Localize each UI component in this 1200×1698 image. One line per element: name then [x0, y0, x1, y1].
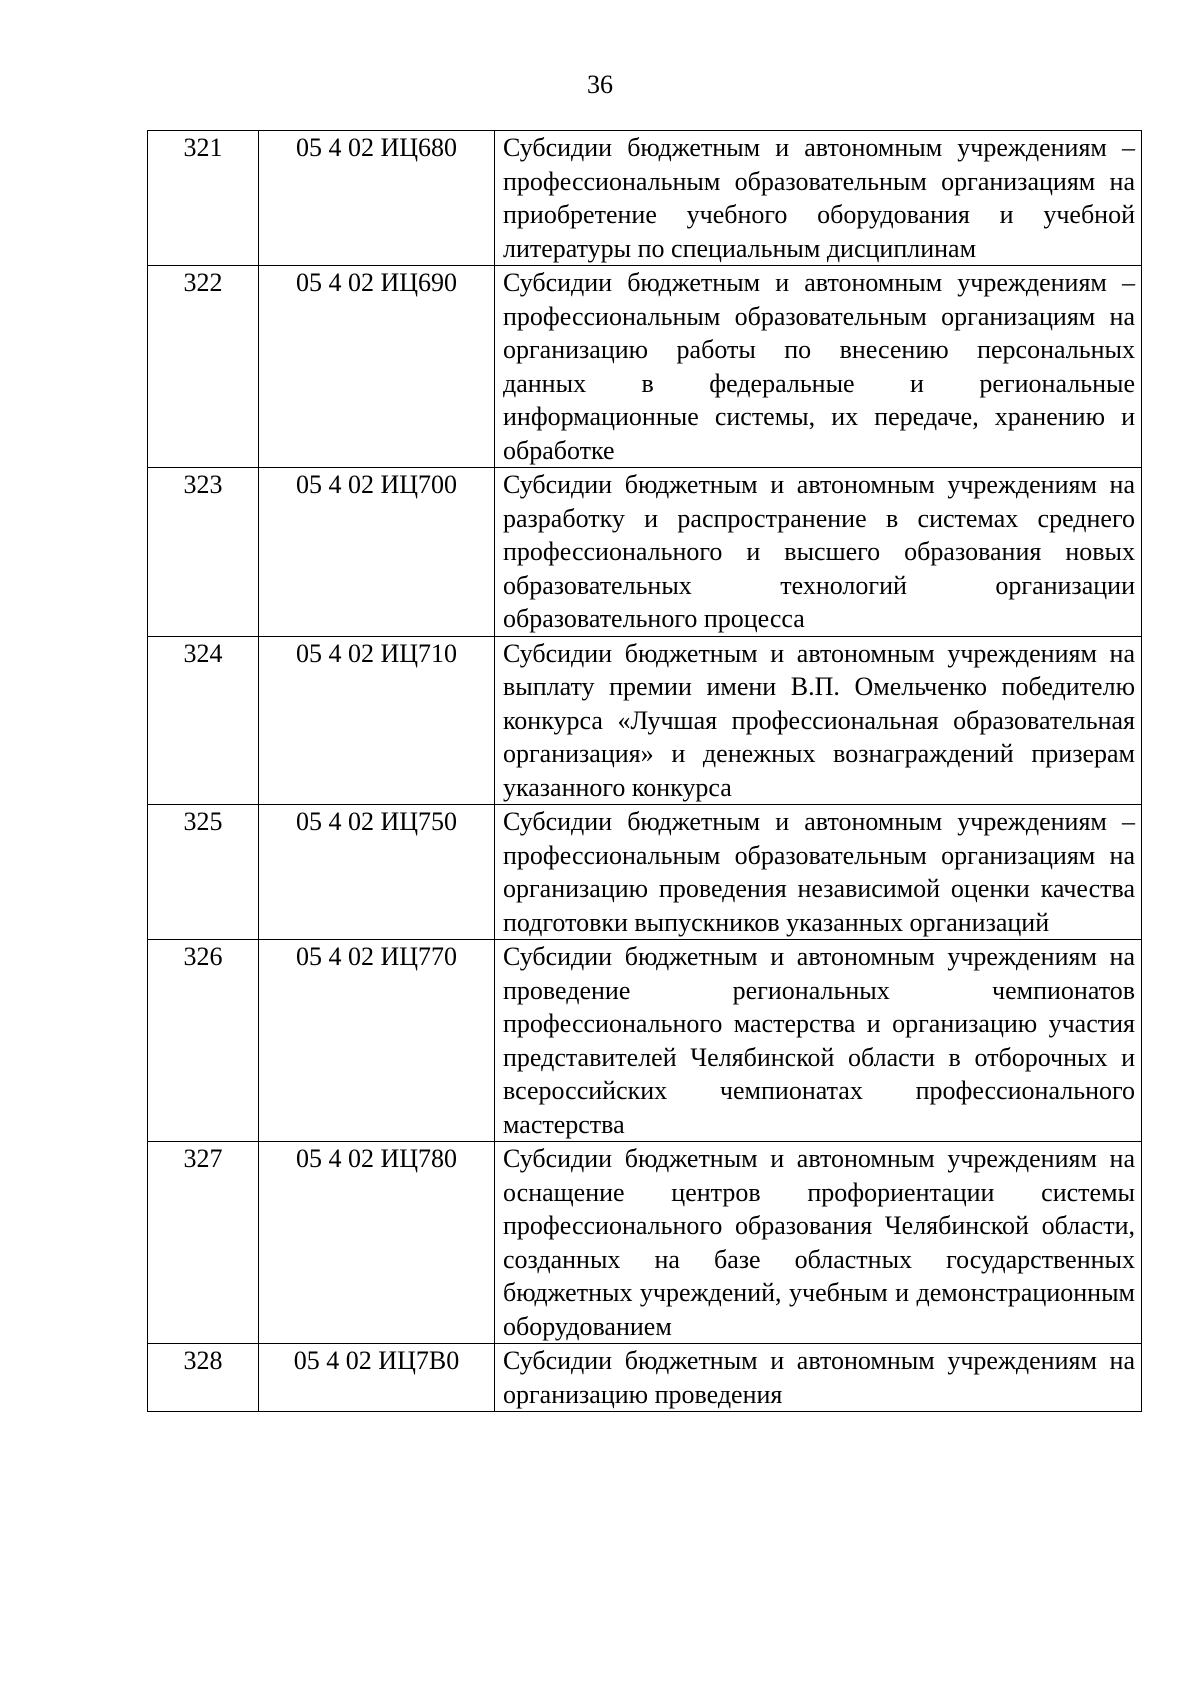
row-number: 323: [148, 468, 259, 637]
page-number: 36: [587, 70, 613, 99]
table-row: [148, 636, 1142, 805]
row-description: Субсидии бюджетным и автономным учреждениям – профессиональным образовательным организациям на организацию проведения независимой оценки качества подготовки выпускников указанных организаций: [495, 805, 1142, 940]
row-number: 326: [148, 940, 259, 1142]
row-number: 322: [148, 266, 259, 468]
row-number: 327: [148, 1142, 259, 1344]
table-row: [148, 1344, 1142, 1412]
table-row: [148, 468, 1142, 637]
row-description: Субсидии бюджетным и автономным учреждениям – профессиональным образовательным организациям на организацию работы по внесению персональных данных в федеральные и региональные информационные системы, их передаче, хранению и обработке: [495, 266, 1142, 468]
row-number: 324: [148, 636, 259, 805]
row-number: 328: [148, 1344, 259, 1412]
row-description: Субсидии бюджетным и автономным учреждениям на оснащение центров профориентации системы профессионального образования Челябинской области, созданных на базе областных государственных бюджетных учреждений, учебным и демонстрационным оборудованием: [495, 1142, 1142, 1344]
row-number: 325: [148, 805, 259, 940]
classification-code: 05 4 02 ИЦ750: [259, 805, 495, 940]
row-description-text: Субсидии бюджетным и автономным учреждениям на организацию проведения: [503, 1346, 1135, 1409]
classification-code: 05 4 02 ИЦ690: [259, 266, 495, 468]
budget-classification-table: [147, 130, 1142, 1412]
classification-code: 05 4 02 ИЦ770: [259, 940, 495, 1142]
classification-code: 05 4 02 ИЦ7В0: [259, 1344, 495, 1412]
table-row: [148, 266, 1142, 468]
table-row: [148, 131, 1142, 266]
classification-code: 05 4 02 ИЦ700: [259, 468, 495, 637]
row-description: Субсидии бюджетным и автономным учреждениям на разработку и распространение в системах среднего профессионального и высшего образования новых образовательных технологий организации образовательного процесса: [495, 468, 1142, 637]
row-description: Субсидии бюджетным и автономным учреждениям на проведение региональных чемпионатов профессионального мастерства и организацию участия представителей Челябинской области в отборочных и всероссийских чемпионатах профессионального мастерства: [495, 940, 1142, 1142]
classification-code: 05 4 02 ИЦ780: [259, 1142, 495, 1344]
row-number: 321: [148, 131, 259, 266]
row-description: Субсидии бюджетным и автономным учреждениям на выплату премии имени В.П. Омельченко победителю конкурса «Лучшая профессиональная образовательная организация» и денежных вознаграждений призерам указанного конкурса: [495, 636, 1142, 805]
classification-code: 05 4 02 ИЦ680: [259, 131, 495, 266]
table-row: [148, 1142, 1142, 1344]
row-description: [495, 1344, 1142, 1412]
row-description: Субсидии бюджетным и автономным учреждениям – профессиональным образовательным организациям на приобретение учебного оборудования и учебной литературы по специальным дисциплинам: [495, 131, 1142, 266]
table-row: [148, 805, 1142, 940]
classification-code: 05 4 02 ИЦ710: [259, 636, 495, 805]
table-row: [148, 940, 1142, 1142]
